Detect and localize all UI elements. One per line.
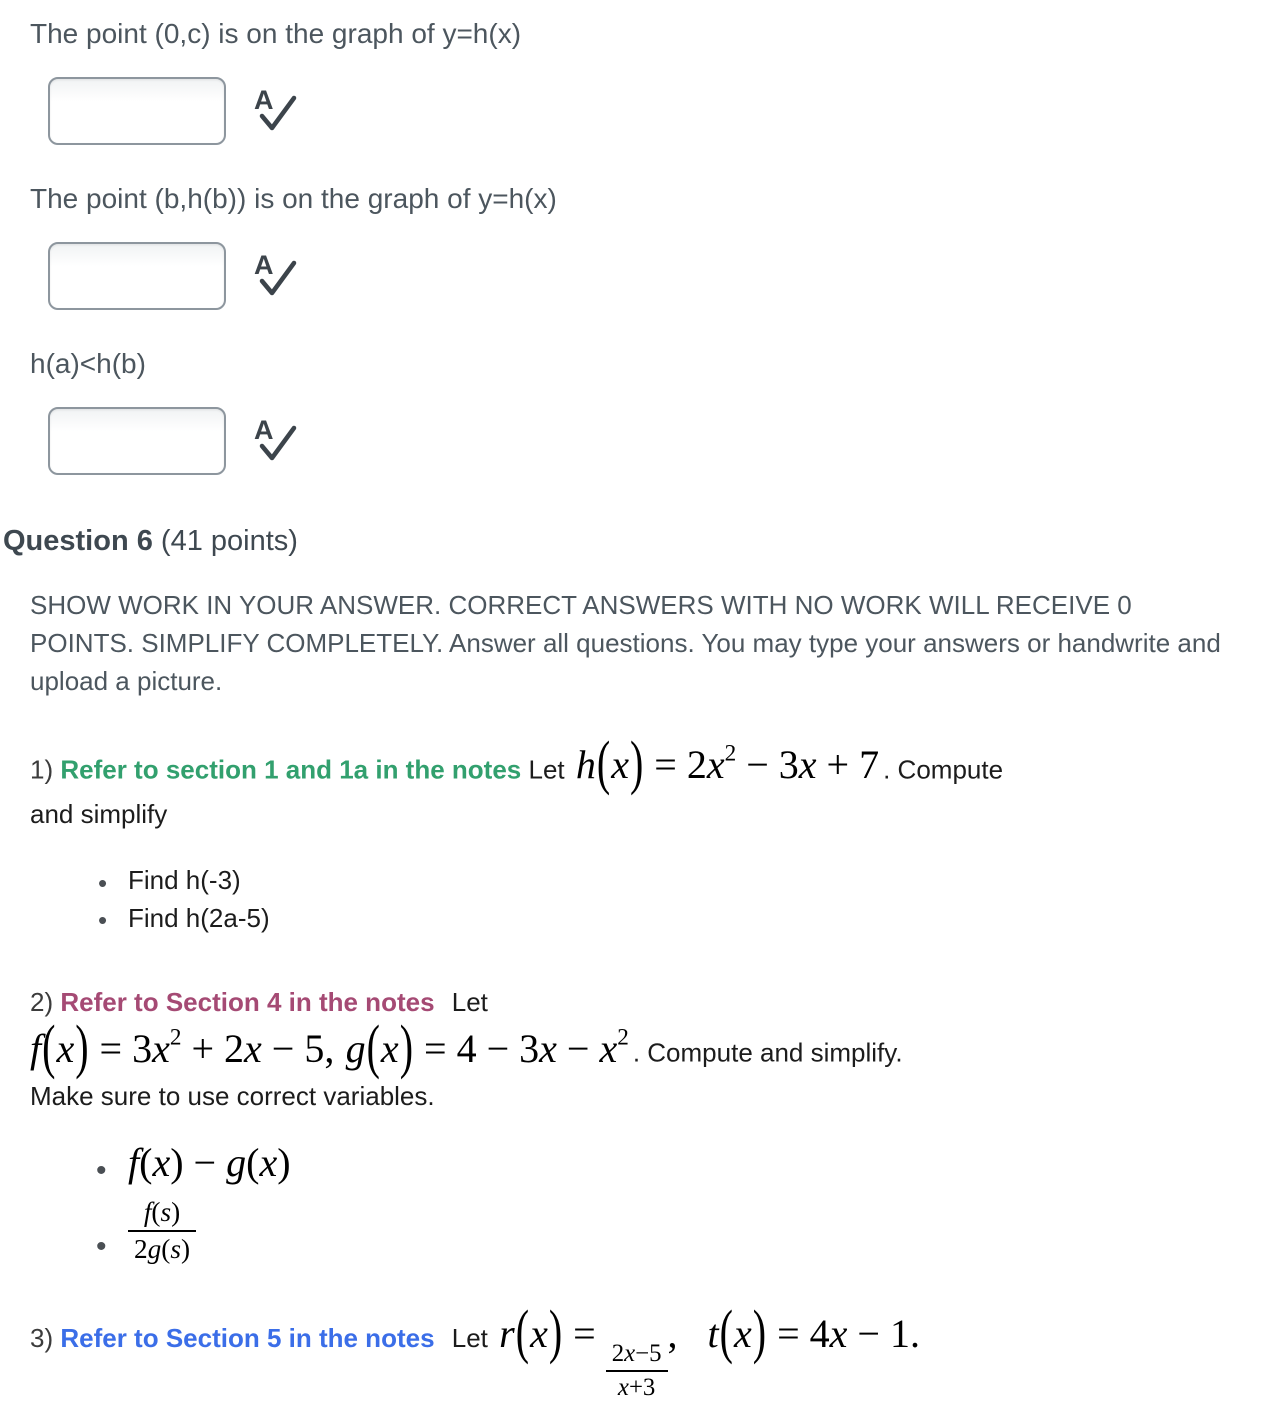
- let-label: Let: [528, 754, 565, 785]
- bullet-item: • Find h(-3): [128, 862, 1254, 900]
- part-2-bullets: [30, 1140, 1254, 1265]
- math-g-of-x: $g(x) = 4 - 3x - x^2$: [345, 1012, 629, 1080]
- math-h-of-x: $h(x) = 2x^2 - 3x + 7$: [575, 728, 880, 797]
- math-r-and-t: r(x) = $\frac{2x-5}{x+3}$ , t(x) = 4x − 1.: [499, 1298, 920, 1401]
- bullet-item: [128, 1140, 1254, 1186]
- answer-label-1: The point (0,c) is on the graph of y=h(x): [30, 18, 522, 49]
- part-3-number: 3): [30, 1323, 54, 1354]
- part-1-after-math: . Compute: [883, 754, 1004, 785]
- question-title: Question 6: [3, 525, 153, 557]
- math-f-over-2g: • $\frac{f(s)}{2g(s)}$: [128, 1202, 196, 1251]
- math-f-of-x: $f(x) = 3x^2 + 2x - 5$,: [30, 1012, 335, 1080]
- answer-input-3[interactable]: [48, 407, 226, 475]
- answer-row-3: [48, 407, 1254, 475]
- question-instructions: SHOW WORK IN YOUR ANSWER. CORRECT ANSWERS WITH NO WORK WILL RECEIVE 0 POINTS. SIMPLIFY COMPLETELY. Answer all questions. You may type your answers or handwrite and upload a picture.: [30, 590, 1221, 697]
- part-3-section-link[interactable]: Refer to Section 5 in the notes: [60, 1323, 435, 1354]
- answer-label-2: The point (b,h(b)) is on the graph of y=h(x): [30, 183, 557, 214]
- answer-input-2[interactable]: [48, 242, 226, 310]
- part-2-number: 2): [30, 986, 54, 1017]
- part-2-section-link[interactable]: Refer to Section 4 in the notes: [60, 986, 435, 1017]
- bullet-item: • Find h(2a-5): [128, 900, 1254, 938]
- spellcheck-icon: A: [252, 252, 298, 300]
- part-1-line2: and simplify: [30, 799, 168, 830]
- part-1-bullets: [30, 862, 1254, 937]
- let-label: Let: [451, 986, 488, 1017]
- part-1: [30, 728, 1254, 833]
- answer-label-3: h(a)<h(b): [30, 348, 146, 379]
- question-header: [3, 525, 1254, 558]
- part-2-math-line: [30, 1012, 1254, 1080]
- part-3: [30, 1298, 1254, 1402]
- question-points: (41 points): [160, 525, 298, 557]
- spellcheck-icon: A: [252, 417, 298, 465]
- math-f-minus-g: f(x) − g(x): [128, 1139, 291, 1185]
- answer-row-1: [48, 77, 1254, 145]
- part-2: [30, 984, 1254, 1114]
- bullet-item: [128, 1196, 1254, 1265]
- let-label: Let: [451, 1323, 488, 1354]
- part-2-note: Make sure to use correct variables.: [30, 1080, 435, 1111]
- answer-input-1[interactable]: [48, 77, 226, 145]
- part-1-section-link[interactable]: Refer to section 1 and 1a in the notes: [60, 754, 522, 785]
- answer-row-2: [48, 242, 1254, 310]
- part-1-number: 1): [30, 754, 54, 785]
- spellcheck-icon: A: [252, 87, 298, 135]
- part-2-after-math: . Compute and simplify.: [632, 1037, 903, 1068]
